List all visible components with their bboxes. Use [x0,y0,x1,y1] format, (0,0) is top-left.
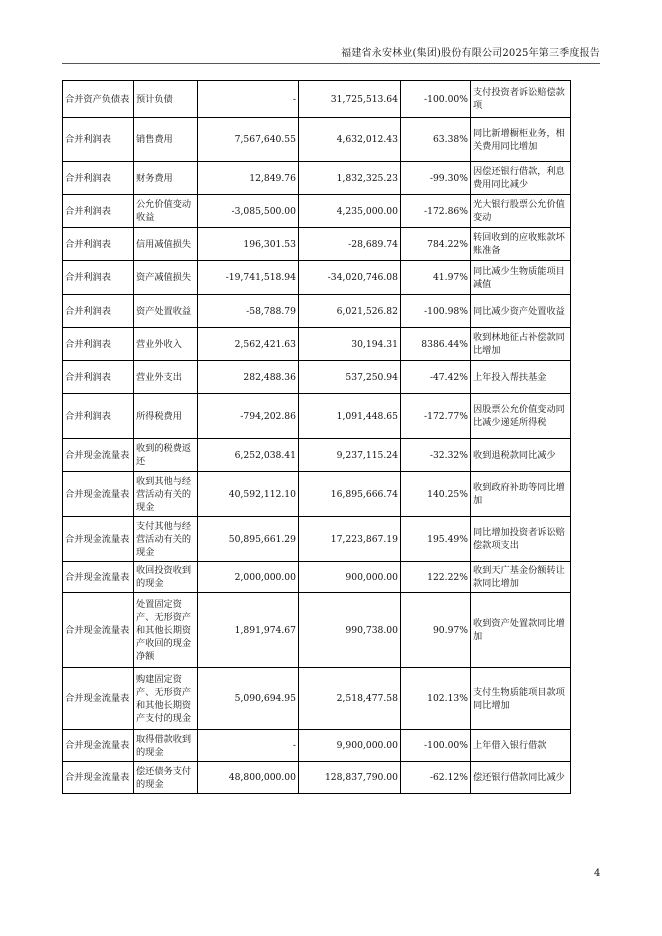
table-row [63,361,571,394]
item-cell: 资产减值损失 [134,261,198,295]
item-cell: 收到其他与经营活动有关的现金 [134,472,198,517]
reason-cell: 支付投资者诉讼赔偿款项 [471,81,571,118]
prior-amount-cell: 1,832,325.23 [299,162,401,195]
statement-cell: 合并现金流量表 [63,517,134,562]
table-row [63,668,571,730]
current-amount-cell: -58,788.79 [198,295,299,328]
reason-cell: 支付生物质能项目款项同比增加 [471,668,571,730]
prior-amount-cell: 4,632,012.43 [299,118,401,162]
statement-cell: 合并现金流量表 [63,562,134,593]
change-rate-cell: 102.13% [401,668,471,730]
current-amount-cell: -19,741,518.94 [198,261,299,295]
change-rate-cell: 122.22% [401,562,471,593]
item-cell: 支付其他与经营活动有关的现金 [134,517,198,562]
item-cell: 公允价值变动收益 [134,195,198,228]
statement-cell: 合并现金流量表 [63,730,134,762]
current-amount-cell: 2,562,421.63 [198,328,299,361]
table-row [63,593,571,668]
reason-cell: 因股票公允价值变动同比减少递延所得税 [471,394,571,439]
financial-change-table [62,80,571,794]
table-row [63,762,571,794]
header-divider [62,63,600,64]
reason-cell: 偿还银行借款同比减少 [471,762,571,794]
reason-cell: 收到资产处置款同比增加 [471,593,571,668]
statement-cell: 合并现金流量表 [63,472,134,517]
current-amount-cell: 40,592,112.10 [198,472,299,517]
statement-cell: 合并利润表 [63,295,134,328]
prior-amount-cell: 2,518,477.58 [299,668,401,730]
change-rate-cell: 784.22% [401,228,471,261]
reason-cell: 上年借入银行借款 [471,730,571,762]
statement-cell: 合并利润表 [63,162,134,195]
table-row [63,439,571,472]
change-rate-cell: 63.38% [401,118,471,162]
current-amount-cell: 196,301.53 [198,228,299,261]
page-number: 4 [594,868,601,879]
current-amount-cell: 48,800,000.00 [198,762,299,794]
table-row [63,228,571,261]
table-row [63,730,571,762]
item-cell: 销售费用 [134,118,198,162]
reason-cell: 转回收到的应收账款坏账准备 [471,228,571,261]
statement-cell: 合并利润表 [63,394,134,439]
change-rate-cell: -100.00% [401,730,471,762]
item-cell: 偿还债务支付的现金 [134,762,198,794]
item-cell: 购建固定资产、无形资产和其他长期资产支付的现金 [134,668,198,730]
change-rate-cell: 8386.44% [401,328,471,361]
statement-cell: 合并现金流量表 [63,762,134,794]
change-rate-cell: 41.97% [401,261,471,295]
statement-cell: 合并利润表 [63,195,134,228]
statement-cell: 合并利润表 [63,328,134,361]
prior-amount-cell: 9,900,000.00 [299,730,401,762]
change-rate-cell: -62.12% [401,762,471,794]
table-body [63,81,571,794]
reason-cell: 上年投入帮扶基金 [471,361,571,394]
prior-amount-cell: 990,738.00 [299,593,401,668]
item-cell: 处置固定资产、无形资产和其他长期资产收回的现金净额 [134,593,198,668]
prior-amount-cell: 128,837,790.00 [299,762,401,794]
statement-cell: 合并现金流量表 [63,593,134,668]
reason-cell: 同比增加投资者诉讼赔偿款项支出 [471,517,571,562]
reason-cell: 因偿还银行借款，利息费用同比减少 [471,162,571,195]
item-cell: 所得税费用 [134,394,198,439]
statement-cell: 合并利润表 [63,228,134,261]
statement-cell: 合并现金流量表 [63,439,134,472]
table-row [63,295,571,328]
item-cell: 预计负债 [134,81,198,118]
change-rate-cell: -32.32% [401,439,471,472]
current-amount-cell: 282,488.36 [198,361,299,394]
reason-cell: 收到天广基金份额转让款同比增加 [471,562,571,593]
current-amount-cell: - [198,730,299,762]
table-row [63,195,571,228]
change-rate-cell: -172.77% [401,394,471,439]
reason-cell: 同比减少资产处置收益 [471,295,571,328]
prior-amount-cell: 31,725,513.64 [299,81,401,118]
item-cell: 收回投资收到的现金 [134,562,198,593]
reason-cell: 同比新增橱柜业务，相关费用同比增加 [471,118,571,162]
table-row [63,261,571,295]
current-amount-cell: 6,252,038.41 [198,439,299,472]
prior-amount-cell: 4,235,000.00 [299,195,401,228]
change-rate-cell: 195.49% [401,517,471,562]
current-amount-cell: 5,090,694.95 [198,668,299,730]
change-rate-cell: 90.97% [401,593,471,668]
prior-amount-cell: 900,000.00 [299,562,401,593]
item-cell: 财务费用 [134,162,198,195]
prior-amount-cell: 537,250.94 [299,361,401,394]
table-row [63,472,571,517]
current-amount-cell: 50,895,661.29 [198,517,299,562]
table-row [63,118,571,162]
change-rate-cell: -99.30% [401,162,471,195]
reason-cell: 收到政府补助等同比增加 [471,472,571,517]
change-rate-cell: 140.25% [401,472,471,517]
prior-amount-cell: -34,020,746.08 [299,261,401,295]
current-amount-cell: 12,849.76 [198,162,299,195]
change-rate-cell: -172.86% [401,195,471,228]
table-row [63,394,571,439]
reason-cell: 收到退税款同比减少 [471,439,571,472]
item-cell: 收到的税费返还 [134,439,198,472]
change-rate-cell: -100.98% [401,295,471,328]
current-amount-cell: -3,085,500.00 [198,195,299,228]
table-row [63,328,571,361]
prior-amount-cell: 30,194.31 [299,328,401,361]
prior-amount-cell: 1,091,448.65 [299,394,401,439]
item-cell: 营业外收入 [134,328,198,361]
item-cell: 资产处置收益 [134,295,198,328]
prior-amount-cell: 16,895,666.74 [299,472,401,517]
statement-cell: 合并利润表 [63,361,134,394]
item-cell: 营业外支出 [134,361,198,394]
current-amount-cell: - [198,81,299,118]
table-row [63,162,571,195]
current-amount-cell: 7,567,640.55 [198,118,299,162]
prior-amount-cell: -28,689.74 [299,228,401,261]
item-cell: 取得借款收到的现金 [134,730,198,762]
report-header-title: 福建省永安林业(集团)股份有限公司2025年第三季度报告 [341,48,600,59]
table-row [63,562,571,593]
current-amount-cell: -794,202.86 [198,394,299,439]
statement-cell: 合并现金流量表 [63,668,134,730]
prior-amount-cell: 6,021,526.82 [299,295,401,328]
item-cell: 信用减值损失 [134,228,198,261]
prior-amount-cell: 9,237,115.24 [299,439,401,472]
prior-amount-cell: 17,223,867.19 [299,517,401,562]
reason-cell: 光大银行股票公允价值变动 [471,195,571,228]
reason-cell: 收到林地征占补偿款同比增加 [471,328,571,361]
statement-cell: 合并利润表 [63,261,134,295]
current-amount-cell: 2,000,000.00 [198,562,299,593]
table-row [63,517,571,562]
table-row [63,81,571,118]
statement-cell: 合并利润表 [63,118,134,162]
statement-cell: 合并资产负债表 [63,81,134,118]
change-rate-cell: -100.00% [401,81,471,118]
current-amount-cell: 1,891,974.67 [198,593,299,668]
reason-cell: 同比减少生物质能项目减值 [471,261,571,295]
change-rate-cell: -47.42% [401,361,471,394]
